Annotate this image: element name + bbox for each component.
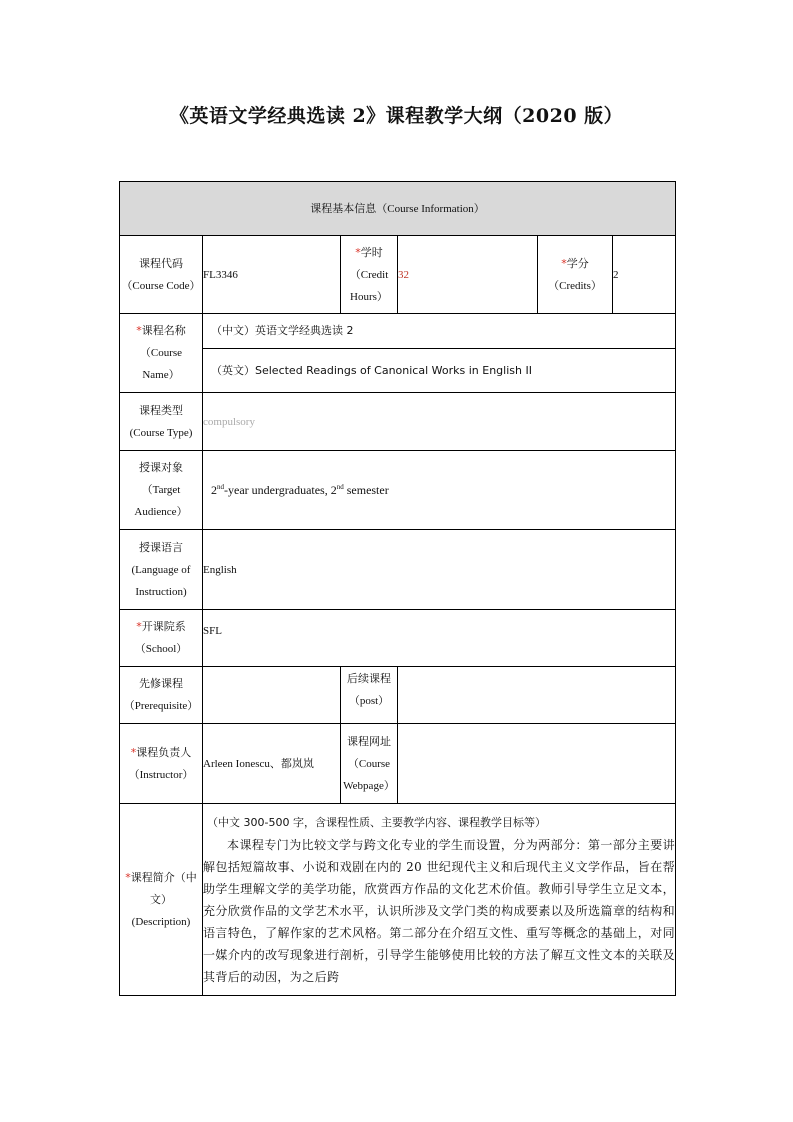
target-audience-label: 授课对象 （Target Audience） xyxy=(120,451,203,530)
webpage-value xyxy=(398,724,676,804)
description-body: 本课程专门为比较文学与跨文化专业的学生而设置，分为两部分：第一部分主要讲解包括短篇故事、小说和戏剧在内的 20 世纪现代主义和后现代主义文学作品，旨在帮助学生理解文学的美学功能，欣赏西方作品的文化艺术价值。教师引导学生立足文本，充分欣赏作品的文学艺术水平，认识所涉及文学门类的构成要素以及所选篇章的结构和语言特色，了解作家的艺术风格。第二部分在介绍互文性、重写等概念的基础上，对同一媒介内的改写现象进行剖析，引导学生能够使用比较的方法了解互文性文本的关联及其背后的动因，为之后跨 xyxy=(203,837,676,984)
course-name-cn-value: （中文）英语文学经典选读 2 xyxy=(203,314,676,349)
prerequisite-value xyxy=(203,667,341,724)
course-name-label: *课程名称 （Course Name） xyxy=(120,314,203,393)
credit-hours-label: *学时 （Credit Hours） xyxy=(341,236,398,314)
webpage-label: 课程网址 （Course Webpage） xyxy=(341,724,398,804)
school-value: SFL xyxy=(203,610,676,667)
target-audience-value: 2nd-year undergraduates, 2nd semester xyxy=(203,451,676,530)
instructor-value: Arleen Ionescu、都岚岚 xyxy=(203,724,341,804)
course-type-value: compulsory xyxy=(203,393,676,451)
course-code-label: 课程代码 （Course Code） xyxy=(120,236,203,314)
course-type-label: 课程类型 (Course Type) xyxy=(120,393,203,451)
school-label: *开课院系 （School） xyxy=(120,610,203,667)
post-course-value xyxy=(398,667,676,724)
credit-hours-value: 32 xyxy=(398,236,538,314)
course-info-table xyxy=(119,181,676,996)
prerequisite-label: 先修课程 （Prerequisite） xyxy=(120,667,203,724)
post-course-label: 后续课程 （post） xyxy=(341,667,398,724)
course-code-value: FL3346 xyxy=(203,236,341,314)
document-title: 《英语文学经典选读 2》课程教学大纲（2020 版） xyxy=(169,105,624,127)
credits-value: 2 xyxy=(613,236,676,314)
credits-label: *学分 （Credits） xyxy=(538,236,613,314)
description-label: *课程简介（中 文） (Description) xyxy=(120,804,203,996)
instructor-label: *课程负责人 （Instructor） xyxy=(120,724,203,804)
language-value: English xyxy=(203,530,676,610)
description-value xyxy=(203,804,676,996)
description-note: （中文 300-500 字，含课程性质、主要教学内容、课程教学目标等） xyxy=(207,815,546,829)
course-name-en-value: （英文）Selected Readings of Canonical Works in English II xyxy=(203,349,676,393)
language-label: 授课语言 (Language of Instruction) xyxy=(120,530,203,610)
table-header: 课程基本信息（Course Information） xyxy=(120,182,676,236)
